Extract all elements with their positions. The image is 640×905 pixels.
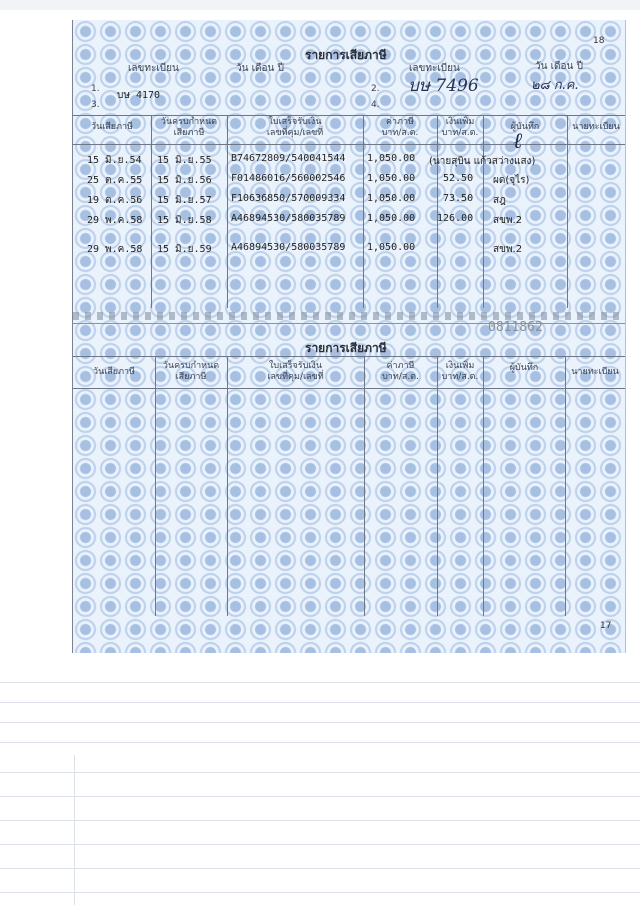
bottom-header-paid-date: วันเสียภาษี — [93, 367, 135, 377]
serial-number: 0811862 — [488, 320, 543, 335]
page-number-top: 18 — [593, 36, 605, 46]
tax-record-page: 18 รายการเสียภาษี เลขทะเบียน วัน เดือน ปี เลขทะเบียน วัน เดือน ปี 1. 2. 3. 4. บษ 4170 บษ 7496 ๒๘ ก.ค. วันเสียภาษี วันครบกำหนด เสียภาษี ใบเสร็จรับเงิน เลขที่คุม/เลขที่ ค่าภาษี บาท/ส.ต. เงินเพิ่ม บาท/ส.ต. ผู้บันทึก นายทะเบียน 15 มิ.ย.54 15 มิ.ย.55 B74672809/540041544 1,050.00 (นายสุบิน แก้วสว่างแสง) ℓ 25 ต.ค.55 15 มิ.ย.56 F01486016/560002546 1,050.00 52.50 ผด(จุไร) 19 ต.ค.56 15 มิ.ย.57 F10636850/570009334 1,050.00 73.50 สฎ 29 พ.ค.58 15 มิ.ย.58 A46894530/580035789 1,050.00 126.00 สขพ.2 29 พ.ค.58 15 มิ.ย.59 A46894530/580035789 1,050.00 สขพ.2 0811862 รายการเสียภาษี วันเสียภาษี วันครบกำหนด เสียภาษี ใบเสร็จรับเงิน เลขที่คุม/เลขที่ ค่าภาษี บาท/ส.ต. เงินเพิ่ม บาท/ส.ต. ผู้บันทึก นายทะเบียน 17 — [72, 20, 626, 653]
bottom-header-registrar: นายทะเบียน — [571, 367, 619, 377]
header-tax: ค่าภาษี บาท/ส.ต. — [381, 117, 419, 138]
recorder-name: (นายสุบิน แก้วสว่างแสง) — [429, 156, 536, 167]
blank-lower-area — [0, 660, 640, 905]
bottom-header-receipt: ใบเสร็จรับเงิน เลขที่คุม/เลขที่ — [267, 361, 324, 382]
entry-number-1: 1. — [91, 84, 100, 94]
handwritten-registration: บษ 7496 — [408, 76, 479, 96]
page-number-bottom: 17 — [600, 621, 612, 631]
date-label-2: วัน เดือน ปี — [535, 61, 583, 72]
recorder-signature: ℓ — [513, 129, 523, 154]
entry-number-3: 3. — [91, 100, 100, 110]
date-label: วัน เดือน ปี — [236, 63, 284, 74]
perforation-band — [73, 312, 625, 320]
header-receipt: ใบเสร็จรับเงิน เลขที่คุม/เลขที่ — [266, 117, 324, 138]
scan-top-strip — [0, 0, 640, 10]
registration-label-2: เลขทะเบียน — [409, 63, 460, 74]
registration-value: บษ 4170 — [117, 90, 161, 101]
header-recorder: ผู้บันทึก — [510, 122, 540, 132]
entry-number-4: 4. — [371, 100, 380, 110]
header-registrar: นายทะเบียน — [572, 122, 620, 132]
bottom-header-recorder: ผู้บันทึก — [509, 363, 539, 373]
registration-label: เลขทะเบียน — [128, 63, 179, 74]
handwritten-date: ๒๘ ก.ค. — [531, 78, 579, 93]
bottom-header-tax: ค่าภาษี บาท/ส.ต. — [382, 361, 419, 382]
header-due-date: วันครบกำหนด เสียภาษี — [160, 117, 218, 138]
bottom-header-due-date: วันครบกำหนด เสียภาษี — [162, 361, 220, 382]
header-extra: เงินเพิ่ม บาท/ส.ต. — [441, 117, 479, 138]
bottom-section-title: รายการเสียภาษี — [305, 341, 387, 355]
entry-number-2: 2. — [371, 84, 380, 94]
header-paid-date: วันเสียภาษี — [91, 122, 133, 132]
top-section-title: รายการเสียภาษี — [305, 48, 387, 62]
bottom-header-extra: เงินเพิ่ม บาท/ส.ต. — [441, 361, 479, 382]
